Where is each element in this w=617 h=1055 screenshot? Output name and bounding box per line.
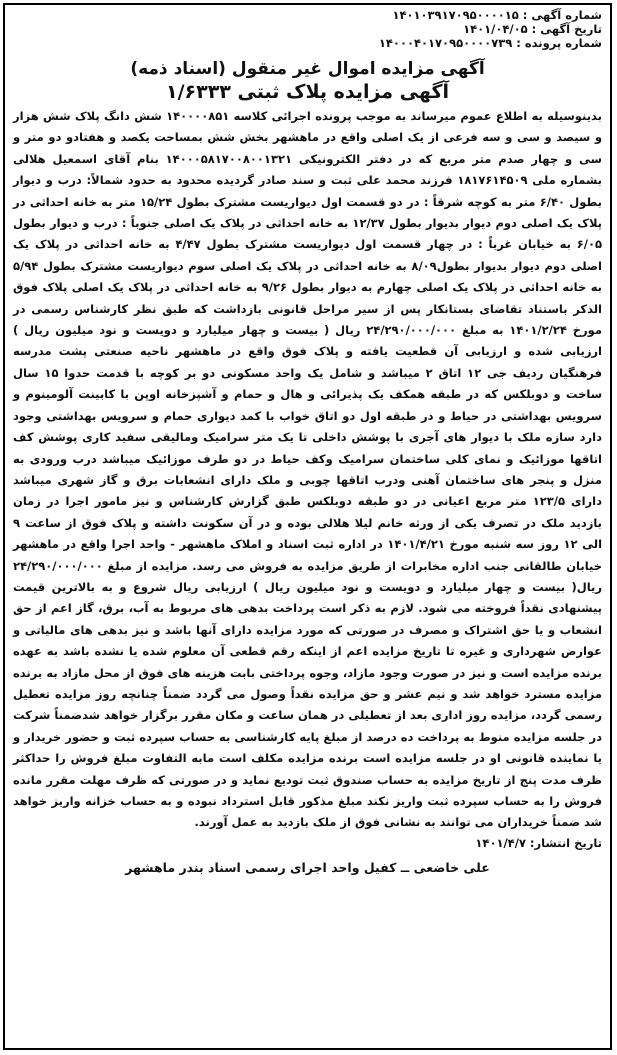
case-number: شماره پرونده : ۱۴۰۰۰۴۰۱۷۰۹۵۰۰۰۰۷۳۹	[378, 36, 602, 50]
notice-frame	[3, 3, 612, 1050]
notice-meta	[5, 5, 610, 50]
notice-body: بدینوسیله به اطلاع عموم میرساند به موجب پرونده اجرائی کلاسه ۱۴۰۰۰۰۸۵۱ شش دانگ پلاک شش هزار و سیصد و سی و سه فرعی از یک اصلی واقع در ماهشهر بخش شش بمساحت یکصد و هفتادو دو متر و سی و چهار صدم متر مربع که در دفتر الکترونیکی ۱۴۰۰۰۵۸۱۷۰۰۸۰۰۱۳۲۱ بنام آقای اسمعیل هلالی بشماره ملی ۱۸۱۷۶۱۴۵۰۹ فرزند محمد علی ثبت و سند صادر گردیده محدود به حدود شمالاً: درب و دیوار بطول ۶/۴۰ متر به کوچه شرقاً : در دو قسمت اول دیواریست مشترک بطول ۱۵/۲۴ متر به خانه احداثی در پلاک یک اصلی دوم دیوار بدیوار بطول ۱۲/۳۷ به خانه احداثی در پلاک یک اصلی جنوباً : درب و دیوار بطول ۶/۰۵ به خیابان غرباً : در چهار قسمت اول دیواریست مشترک بطول ۴/۴۷ به خانه احداثی در پلاک یک اصلی دوم دیوار بدیوار بطول۸/۰۹ به خانه احداثی در پلاک یک اصلی سوم دیواریست مشترک بطول ۵/۹۴ به خانه احداثی در پلاک یک اصلی چهارم به دیوار بطول ۹/۲۶ به خانه احداثی در پلاک یک اصلی پلاک فوق الذکر باستناد تقاضای بستانکار پس از سیر مراحل قانونی بازداشت که طبق نظر کارشناس رسمی در مورخ ۱۴۰۱/۲/۲۴ به مبلغ ۲۴/۲۹۰/۰۰۰/۰۰۰ ریال ( بیست و چهار میلیارد و دویست و نود میلیون ریال ) ارزیابی شده و ارزیابی آن قطعیت یافته و پلاک فوق واقع در ماهشهر ناحیه صنعتی پشت مدرسه فرهنگیان ردیف جی ۱۲ اتاق ۲ میباشد و شامل یک واحد مسکونی دو بر کوچه با قدمت حدوا ۱۵ سال ساخت و دوبلکس که در طبقه همکف یک پذیرائی و هال و حمام و آشپزخانه اوپن با کابینت آلومینوم و سرویس بهداشتی در حیاط و در طبقه اول دو اتاق خواب با کمد دیواری حمام و سرویس بهداشتی وجود دارد سازه ملک با دیوار های آجری با پوشش داخلی تا یک متر سرامیک ومالیقی سفید کاری پوشش کف اتاقها موزائیک و نمای کلی ساختمان سرامیک وکف حیاط در دو طرف موزائیک میباشد درب ورودی به منزل و پنجر های ساختمان آهنی ودرب اتاقها چوبی و ملک دارای انشعابات برق و گاز شهری میباشد دارای ۱۲۳/۵ متر مربع اعیانی در دو طبقه دوبلکس طبق گزارش کارشناس و نیز مامور اجرا در زمان بازدید ملک در تصرف یکی از ورثه خانم لیلا هلالی بوده و در آن سکونت داشته و پلاک فوق از ساعت ۹ الی ۱۲ روز سه شنبه مورخ ۱۴۰۱/۴/۲۱ در اداره ثبت اسناد و املاک ماهشهر - واحد اجرا واقع در ماهشهر خیابان طالقانی جنب اداره مخابرات از طریق مزایده به فروش می رسد. مزایده از مبلغ ۲۴/۲۹۰/۰۰۰/۰۰۰ ریال( بیست و چهار میلیارد و دویست و نود میلیون ریال ) ارزیابی ریال شروع و به بالاترین قیمت پیشنهادی نقداً فروخته می شود. لازم به ذکر است پرداخت بدهی های مربوط به آب، برق، گاز اعم از حق انشعاب و یا حق اشتراک و مصرف در صورتی که مورد مزایده دارای آنها باشد و نیز بدهی های مالیاتی و عوارض شهرداری و غیره تا تاریخ مزایده اعم از اینکه رقم قطعی آن معلوم شده یا نشده باشد به عهده برنده مزایده است و نیز در صورت وجود مازاد، وجوه پرداختی بابت هزینه های فوق از محل مازاد به برنده مزایده مسترد خواهد شد و نیم عشر و حق مزایده نقداً وصول می گردد ضمناً چنانچه روز مزایده تعطیل رسمی گردد، مزایده روز اداری بعد از تعطیلی در همان ساعت و مکان مقرر برگزار خواهد شدضمناً شرکت در جلسه مزایده منوط به پرداخت ده درصد از مبلغ پایه کارشناسی به حساب سپرده ثبت و حضور خریدار و یا نماینده قانونی او در جلسه مزایده است برنده مزایده مکلف است مابه التفاوت مبلغ فروش را حداکثر ظرف مدت پنج از تاریخ مزایده به حساب صندوق ثبت تودیع نماید و در صورتی که ظرف مهلت مقرر مانده فروش را به حساب سپرده ثبت واریز نکند مبلغ مذکور قابل استرداد نبوده و به حساب خزانه واریز خواهد شد ضمناً خریداران می توانند به نشانی فوق از ملک بازدید به عمل آورند.	[13, 109, 603, 830]
ad-date: تاریخ آگهی : ۱۴۰۱/۰۴/۰۵	[463, 22, 602, 36]
publication-date: تاریخ انتشار: ۱۴۰۱/۴/۷	[475, 835, 602, 850]
notice-subtitle: آگهی مزایده پلاک ثبتی ۱/۶۳۳۳	[165, 81, 450, 103]
signature: علی خاضعی ــ کفیل واحد اجرای رسمی اسناد بندر ماهشهر	[125, 859, 490, 875]
ad-number: شماره آگهی : ۱۴۰۱۰۳۹۱۷۰۹۵۰۰۰۰۱۵	[392, 8, 602, 22]
notice-title: آگهی مزایده اموال غیر منقول (اسناد ذمه)	[130, 59, 485, 79]
